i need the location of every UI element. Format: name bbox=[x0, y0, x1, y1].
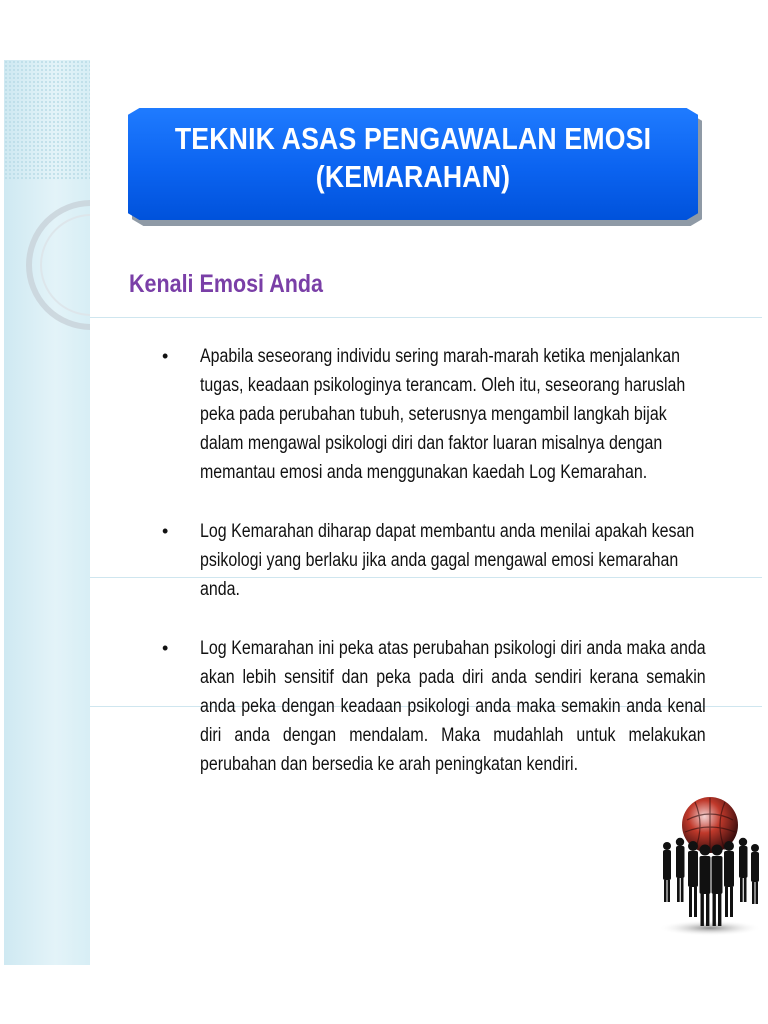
section-subtitle: Kenali Emosi Anda bbox=[129, 270, 323, 298]
bullet-list bbox=[160, 342, 720, 809]
page-title bbox=[168, 120, 658, 196]
title-line-1: TEKNIK ASAS PENGAWALAN EMOSI bbox=[174, 121, 652, 156]
bullet-marker: • bbox=[162, 638, 169, 658]
title-line-2: (KEMARAHAN) bbox=[315, 159, 511, 194]
decorative-side-strip bbox=[4, 60, 90, 965]
bullet-text: Log Kemarahan ini peka atas perubahan psikologi diri anda maka anda akan lebih sensitif dan peka pada diri anda sendiri kerana semakin anda peka dengan keadaan psikologi anda maka semakin anda kenal diri anda dengan mendalam. Maka mudahlah untuk melakukan perubahan dan bersedia ke arah peningkatan kendiri. bbox=[200, 638, 706, 775]
list-item bbox=[160, 342, 720, 487]
list-item bbox=[160, 634, 720, 779]
bullet-marker: • bbox=[162, 521, 169, 541]
bullet-marker: • bbox=[162, 346, 169, 366]
bullet-text: Apabila seseorang individu sering marah-marah ketika menjalankan tugas, keadaan psikologinya terancam. Oleh itu, seseorang haruslah peka pada perubahan tubuh, seterusnya mengambil langkah bijak dalam mengawal psikologi diri dan faktor luaran misalnya dengan memantau emosi anda menggunakan kaedah Log Kemarahan. bbox=[200, 346, 686, 483]
divider-line bbox=[90, 317, 762, 318]
list-item bbox=[160, 517, 720, 604]
people-globe-icon bbox=[655, 790, 765, 940]
dot-pattern bbox=[4, 60, 90, 180]
bullet-text: Log Kemarahan diharap dapat membantu anda menilai apakah kesan psikologi yang berlaku jika anda gagal mengawal emosi kemarahan anda. bbox=[200, 521, 695, 600]
